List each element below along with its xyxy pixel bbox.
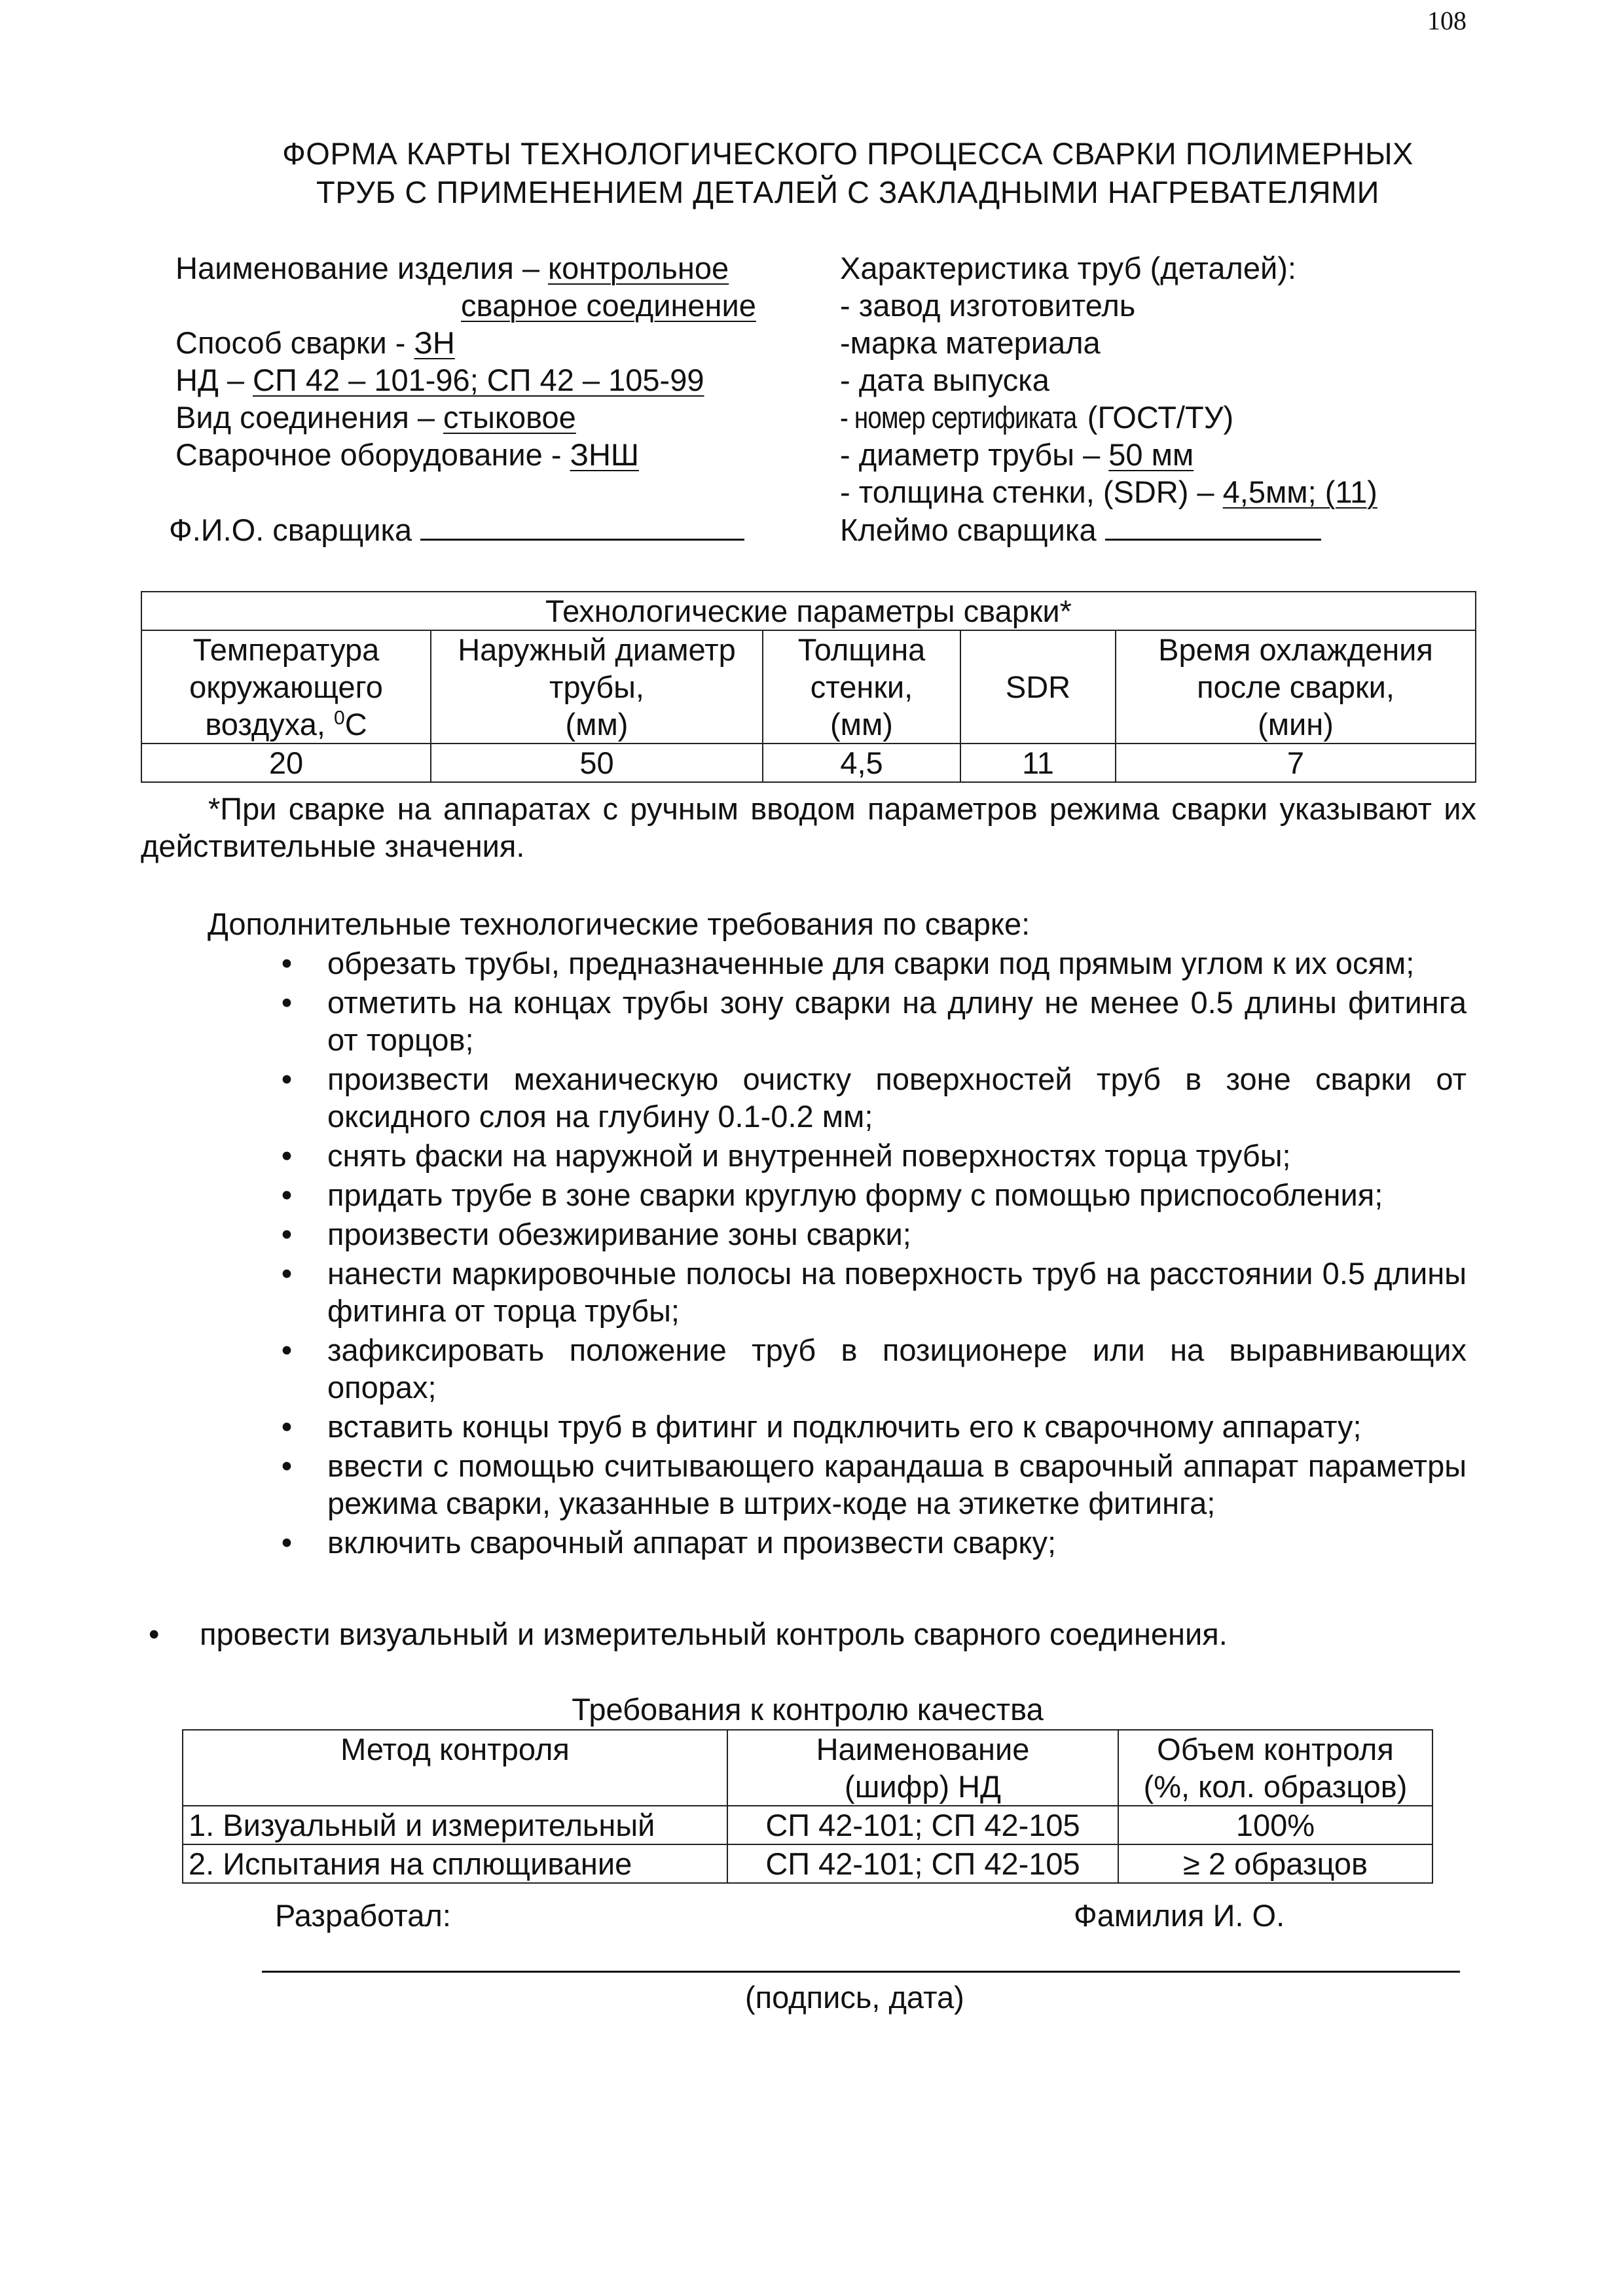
quality-control-table — [182, 1729, 1433, 1884]
header-temperature-air: воздуха, — [205, 707, 335, 742]
header-cooling-l1: Время охлаждения — [1158, 632, 1433, 667]
list-item — [268, 1524, 1467, 1561]
requirement-text: произвести обезжиривание зоны сварки; — [327, 1217, 911, 1251]
list-item — [268, 1176, 1467, 1213]
header-temperature-unit: С — [344, 707, 367, 742]
method-value: ЗН — [414, 325, 455, 360]
nd-cell: СП 42-101; СП 42-105 — [727, 1844, 1118, 1883]
requirement-text: произвести механическую очистку поверхностей труб в зоне сварки от оксидного слоя на глубину 0.1-0.2 мм; — [327, 1062, 1467, 1134]
header-nd-code — [727, 1730, 1118, 1806]
welder-stamp-blank[interactable] — [1105, 512, 1321, 541]
joint-label: Вид соединения – — [175, 400, 444, 435]
header-cooling-l3: (мин) — [1258, 707, 1334, 742]
product-value-1: контрольное — [548, 251, 729, 285]
value-diameter: 50 — [431, 744, 763, 782]
requirement-text: снять фаски на наружной и внутренней поверхностях торца трубы; — [327, 1138, 1291, 1173]
method-cell: 2. Испытания на сплющивание — [183, 1844, 727, 1883]
list-item — [268, 1255, 1467, 1329]
params-value-row — [141, 744, 1476, 782]
bullet-icon: • — [281, 1256, 293, 1291]
quality-table-caption: Требования к контролю качества — [572, 1692, 1044, 1727]
params-caption: Технологические параметры сварки* — [141, 592, 1476, 630]
header-wall-l2: стенки, — [810, 670, 913, 704]
header-sdr: SDR — [960, 630, 1116, 744]
list-item — [268, 1447, 1467, 1522]
header-diameter — [431, 630, 763, 744]
header-cooling — [1116, 630, 1476, 744]
final-requirement-text: провести визуальный и измерительный контроль сварного соединения. — [200, 1617, 1228, 1651]
requirement-text: обрезать трубы, предназначенные для сварки под прямым углом к их осям; — [327, 946, 1415, 980]
bullet-icon: • — [281, 946, 293, 980]
footnote-text: *При сварке на аппаратах с ручным вводом параметров режима сварки указывают их действительные значения. — [141, 791, 1476, 863]
wall-label: - толщина стенки, (SDR) – — [840, 475, 1223, 509]
value-temperature: 20 — [141, 744, 431, 782]
certificate-line — [840, 399, 1233, 436]
product-name-line — [175, 249, 729, 287]
bullet-icon: • — [281, 1333, 293, 1367]
requirement-text: нанести маркировочные полосы на поверхность труб на расстоянии 0.5 длины фитинга от торца трубы; — [327, 1256, 1467, 1328]
bullet-icon: • — [281, 1217, 293, 1251]
equipment-line — [175, 436, 639, 473]
degree-superscript: 0 — [334, 707, 345, 729]
product-label: Наименование изделия – — [175, 251, 549, 285]
equipment-label: Сварочное оборудование - — [175, 437, 570, 472]
bullet-icon: • — [281, 1409, 293, 1444]
header-method: Метод контроля — [183, 1730, 727, 1806]
manufacturer-line: - завод изготовитель — [840, 288, 1136, 323]
requirement-text: придать трубе в зоне сварки круглую форму с помощью приспособления; — [327, 1177, 1383, 1212]
requirements-list — [268, 944, 1467, 1563]
quality-header-row — [183, 1730, 1432, 1806]
requirement-text: вставить концы труб в фитинг и подключить его к сварочному аппарату; — [327, 1409, 1362, 1444]
value-wall: 4,5 — [763, 744, 960, 782]
bullet-icon: • — [281, 1138, 293, 1173]
signature-caption: (подпись, дата) — [745, 1980, 964, 2015]
nd-line — [175, 361, 704, 399]
header-diameter-l3: (мм) — [565, 707, 629, 742]
signature-line — [262, 1971, 1460, 1973]
product-value-2: сварное соединение — [461, 288, 756, 323]
header-diameter-l2: трубы, — [549, 670, 644, 704]
params-caption-row — [141, 592, 1476, 630]
list-item — [268, 1408, 1467, 1445]
certificate-suffix: (ГОСТ/ТУ) — [1078, 400, 1234, 435]
diameter-label: - диаметр трубы – — [840, 437, 1109, 472]
header-temperature-l1: Температура — [192, 632, 380, 667]
header-temperature-l3 — [142, 706, 430, 743]
requirement-text: ввести с помощью считывающего карандаша в сварочный аппарат параметры режима сварки, указанные в штрих-коде на этикетке фитинга; — [327, 1448, 1467, 1520]
header-wall — [763, 630, 960, 744]
footnote — [141, 790, 1476, 865]
nd-value: СП 42 – 101-96; СП 42 – 105-99 — [253, 363, 704, 397]
bullet-icon: • — [281, 1062, 293, 1096]
wall-thickness-line — [840, 473, 1377, 511]
nd-label: НД – — [175, 363, 253, 397]
list-item — [268, 1060, 1467, 1135]
equipment-value: ЗНШ — [570, 437, 639, 472]
page-number: 108 — [1427, 6, 1467, 35]
bullet-icon: • — [281, 985, 293, 1020]
header-temperature-l2: окружающего — [189, 670, 383, 704]
header-diameter-l1: Наружный диаметр — [458, 632, 736, 667]
material-line: -марка материала — [840, 325, 1101, 360]
welder-name-label: Ф.И.О. сварщика — [169, 512, 421, 547]
volume-cell: ≥ 2 образцов — [1118, 1844, 1432, 1883]
diameter-value: 50 мм — [1108, 437, 1194, 472]
additional-requirements-heading: Дополнительные технологические требования по сварке: — [208, 906, 1030, 941]
developed-by-label: Разработал: — [275, 1898, 451, 1933]
header-nd-l2: (шифр) НД — [845, 1769, 1001, 1804]
list-item — [268, 1331, 1467, 1406]
requirement-text: зафиксировать положение труб в позиционере или на выравнивающих опорах; — [327, 1333, 1467, 1405]
header-temperature — [141, 630, 431, 744]
release-date-line: - дата выпуска — [840, 363, 1049, 397]
list-item — [268, 1215, 1467, 1253]
list-item — [268, 944, 1467, 982]
document-title — [170, 134, 1525, 211]
header-volume-l2: (%, кол. образцов) — [1143, 1769, 1408, 1804]
list-item — [268, 1137, 1467, 1174]
pipe-characteristics-heading: Характеристика труб (деталей): — [840, 251, 1296, 285]
title-line-2: ТРУБ С ПРИМЕНЕНИЕМ ДЕТАЛЕЙ С ЗАКЛАДНЫМИ НАГРЕВАТЕЛЯМИ — [316, 175, 1379, 209]
final-requirement — [141, 1615, 1476, 1653]
header-wall-l1: Толщина — [797, 632, 926, 667]
welding-method-line — [175, 324, 455, 361]
developer-name: Фамилия И. О. — [1074, 1898, 1285, 1933]
requirement-text: отметить на концах трубы зону сварки на длину не менее 0.5 длины фитинга от торцов; — [327, 985, 1467, 1057]
table-row — [183, 1844, 1432, 1883]
welder-name-blank[interactable] — [420, 512, 744, 541]
nd-cell: СП 42-101; СП 42-105 — [727, 1806, 1118, 1844]
title-line-1: ФОРМА КАРТЫ ТЕХНОЛОГИЧЕСКОГО ПРОЦЕССА СВАРКИ ПОЛИМЕРНЫХ — [282, 136, 1413, 171]
params-header-row — [141, 630, 1476, 744]
wall-value: 4,5мм; (11) — [1222, 475, 1377, 509]
welding-parameters-table — [141, 591, 1476, 783]
welder-name-line — [169, 511, 744, 548]
table-row — [183, 1806, 1432, 1844]
list-item — [268, 984, 1467, 1058]
header-wall-l3: (мм) — [830, 707, 893, 742]
header-volume-l1: Объем контроля — [1157, 1732, 1394, 1767]
method-label: Способ сварки - — [175, 325, 414, 360]
header-volume — [1118, 1730, 1432, 1806]
bullet-icon: • — [281, 1448, 293, 1483]
bullet-icon: • — [281, 1525, 293, 1560]
header-cooling-l2: после сварки, — [1197, 670, 1395, 704]
product-value-2-line — [461, 287, 756, 324]
bullet-icon: • — [281, 1177, 293, 1212]
joint-value: стыковое — [443, 400, 576, 435]
method-cell: 1. Визуальный и измерительный — [183, 1806, 727, 1844]
welder-stamp-line — [840, 511, 1321, 548]
value-sdr: 11 — [960, 744, 1116, 782]
diameter-line — [840, 436, 1194, 473]
volume-cell: 100% — [1118, 1806, 1432, 1844]
header-nd-l1: Наименование — [816, 1732, 1030, 1767]
bullet-icon: • — [149, 1617, 160, 1651]
value-cooling: 7 — [1116, 744, 1476, 782]
certificate-prefix: - номер сертификата — [840, 400, 1077, 435]
stamp-label: Клеймо сварщика — [840, 512, 1105, 547]
joint-type-line — [175, 399, 576, 436]
requirement-text: включить сварочный аппарат и произвести сварку; — [327, 1525, 1057, 1560]
